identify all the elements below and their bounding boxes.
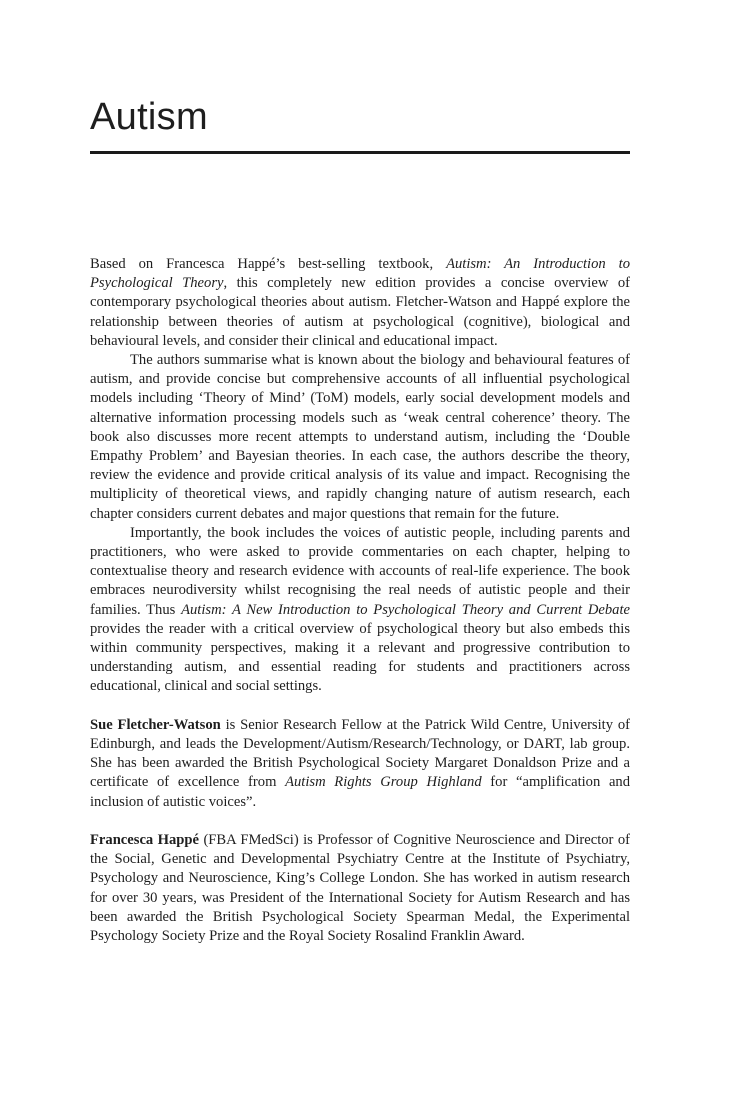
paragraph-1-book-title: Autism: An Introduction to Psychological Theory: [90, 256, 630, 292]
bio-happe-text: (FBA FMedSci) is Professor of Cognitive Neuroscience and Director of the Social, Genetic and Developmental Psychiatry Centre at the Institute of Psychiatry, Psychology and Neuroscience, King’s College London. She has worked in autism research for over 30 years, was President of the International Society for Autism Research and has been awarded the British Psychological Society Spearman Medal, the Experimental Psychology Society Prize and the Royal Society Rosalind Franklin Award.: [90, 832, 630, 945]
paragraph-3-text-b: provides the reader with a critical overview of psychological theory but also embeds this within community perspectives, making it a relevant and progressive contribution to understanding autism, and essential reading for students and practitioners across educational, clinical and social settings.: [90, 620, 630, 695]
bio-fletcher-watson-text-b: for “amplification and inclusion of autistic voices”.: [90, 774, 631, 810]
title-rule: [90, 151, 630, 154]
page-title: Autism: [90, 96, 208, 138]
description-paragraph-2: [90, 351, 630, 524]
bio-fletcher-watson-text-a: is Senior Research Fellow at the Patrick Wild Centre, University of Edinburgh, and leads the Development/Autism/Research/Technology, or DART, lab group. She has been awarded the British Psychological Society Margaret Donaldson Prize and a certificate of excellence from: [90, 716, 630, 791]
author-bio-fletcher-watson: [90, 716, 630, 812]
author-bio-happe: [90, 831, 630, 946]
bio-fletcher-watson-org: Autism Rights Group Highland: [285, 774, 482, 791]
body-text: [90, 255, 630, 946]
paragraph-2-text: The authors summarise what is known about the biology and behavioural features of autism, and provide concise but comprehensive accounts of all influential psychological models including ‘Theory of Mind’ (ToM) models, early social development models and alternative information processing models such as ‘weak central coherence’ theory. The book also discusses more recent attempts to understand autism, including the ‘Double Empathy Problem’ and Bayesian theories. In each case, the authors describe the theory, review the evidence and provide critical analysis of its value and impact. Recognising the multiplicity of theoretical views, and rapidly changing nature of autism research, each chapter considers current debates and major questions that remain for the future.: [90, 352, 630, 522]
description-paragraph-1: [90, 255, 630, 351]
paragraph-3-book-title: Autism: A New Introduction to Psychological Theory and Current Debate: [181, 601, 630, 618]
author-name-fletcher-watson: Sue Fletcher-Watson: [90, 716, 221, 733]
description-paragraph-3: [90, 524, 630, 697]
author-name-happe: Francesca Happé: [90, 832, 200, 849]
paragraph-1-text-b: , this completely new edition provides a concise overview of contemporary psychological theories about autism. Fletcher-Watson and Happé explore the relationship between theories of autism at psychological (cognitive), biological and behavioural levels, and consider their clinical and educational impact.: [90, 275, 630, 349]
paragraph-3-text-a: Importantly, the book includes the voices of autistic people, including parents and practitioners, who were asked to provide commentaries on each chapter, helping to contextualise theory and research evidence with accounts of real-life experience. The book embraces neurodiversity whilst recognising the real needs of autistic people and their families. Thus: [90, 524, 630, 618]
paragraph-1-text-a: Based on Francesca Happé’s best-selling textbook,: [90, 256, 447, 272]
